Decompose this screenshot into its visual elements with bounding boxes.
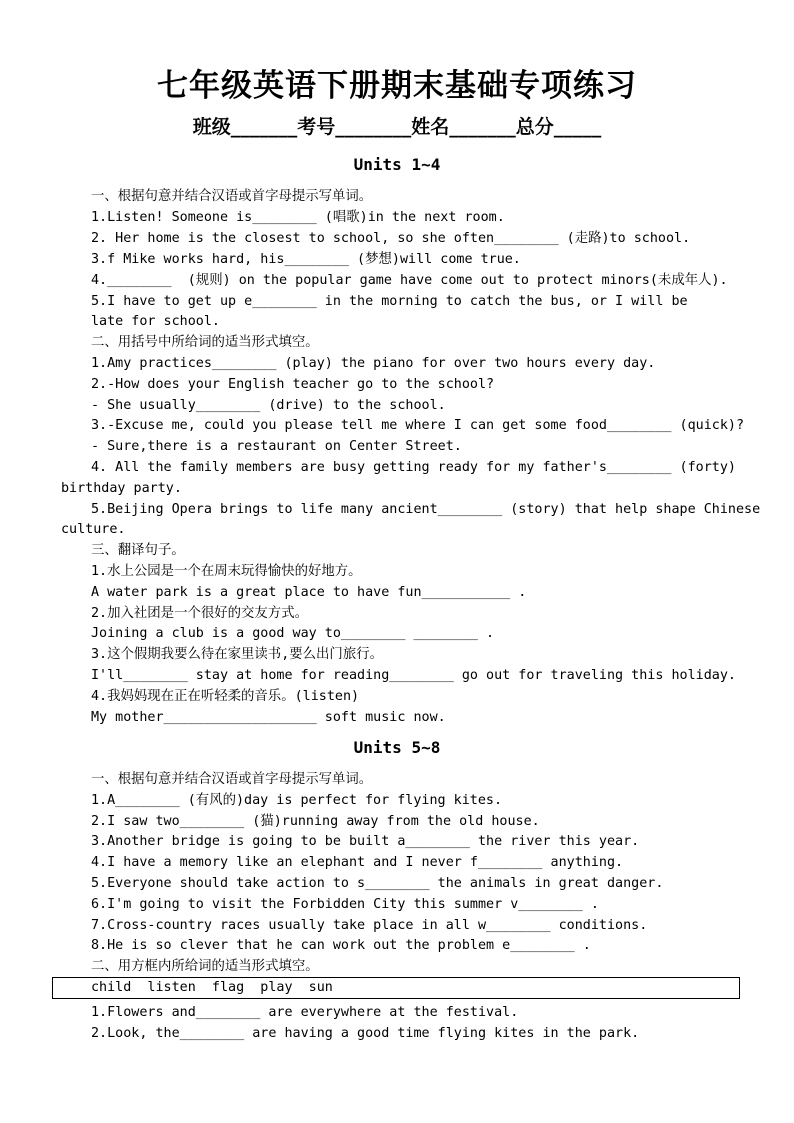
exercise-line: 1.Amy practices________ (play) the piano for over two hours every day. [91,356,656,371]
exercise-line: 3.-Excuse me, could you please tell me where I can get some food________ (quick)? [91,418,745,433]
exercise-line: 1.A________ (有风的)day is perfect for flying kites. [91,793,503,808]
exercise-line: 4. All the family members are busy getting ready for my father's________ (forty) [91,460,736,475]
exercise-line: - Sure,there is a restaurant on Center Street. [91,439,462,454]
part-heading: 一、根据句意并结合汉语或首字母提示写单词。 [91,189,373,204]
exercise-line: I'll________ stay at home for reading________ go out for traveling this holiday. [91,668,736,683]
exercise-line: Joining a club is a good way to________ ________ . [91,626,495,641]
exercise-line: 3.f Mike works hard, his________ (梦想)will come true. [91,252,521,267]
exercise-line: - She usually________ (drive) to the school. [91,398,446,413]
part-heading: 一、根据句意并结合汉语或首字母提示写单词。 [91,772,373,787]
exercise-line: 2. Her home is the closest to school, so she often________ (走路)to school. [91,231,691,246]
exercise-line: late for school. [91,314,220,329]
part-heading: 二、用括号中所给词的适当形式填空。 [91,335,319,350]
word-box [52,977,740,999]
exercise-line: My mother___________________ soft music now. [91,710,446,725]
exercise-line: 2.Look, the________ are having a good time flying kites in the park. [91,1026,640,1041]
part-heading: 二、用方框内所给词的适当形式填空。 [91,959,319,974]
exercise-line: 6.I'm going to visit the Forbidden City this summer v________ . [91,897,599,912]
exercise-line: A water park is a great place to have fun___________ . [91,585,527,600]
exercise-line: 5.I have to get up e________ in the morning to catch the bus, or I will be [91,294,688,309]
exercise-line: 3.这个假期我要么待在家里读书,要么出门旅行。 [91,647,383,662]
exercise-line: 8.He is so clever that he can work out the problem e________ . [91,938,591,953]
exercise-line: 4.我妈妈现在正在听轻柔的音乐。(listen) [91,689,360,704]
exercise-line: 3.Another bridge is going to be built a________ the river this year. [91,834,640,849]
exercise-line: 2.加入社团是一个很好的交友方式。 [91,606,308,621]
exercise-line: 5.Everyone should take action to s________ the animals in great danger. [91,876,664,891]
exercise-line: culture. [61,522,126,537]
exercise-line: 2.I saw two________ (猫)running away from the old house. [91,814,540,829]
student-info-line: 班级_______考号________姓名_______总分_____ [192,116,602,138]
exercise-line: 4.________ (规则) on the popular game have come out to protect minors(未成年人). [91,273,728,288]
unit-heading-5-8: Units 5~8 [353,738,441,757]
part-heading: 三、翻译句子。 [91,543,185,558]
exercise-line: 5.Beijing Opera brings to life many ancient________ (story) that help shape Chinese [91,502,761,517]
exercise-line: birthday party. [61,481,182,496]
exercise-line: 4.I have a memory like an elephant and I never f________ anything. [91,855,624,870]
exercise-line: 1.Listen! Someone is________ (唱歌)in the next room. [91,210,505,225]
exercise-line: 1.水上公园是一个在周末玩得愉快的好地方。 [91,564,362,579]
exercise-line: 1.Flowers and________ are everywhere at the festival. [91,1005,519,1020]
exercise-line: 7.Cross-country races usually take place in all w________ conditions. [91,918,648,933]
unit-heading-1-4: Units 1~4 [353,155,441,174]
worksheet-title: 七年级英语下册期末基础专项练习 [157,68,637,104]
word-box-words: child listen flag play sun [91,980,333,995]
exercise-line: 2.-How does your English teacher go to the school? [91,377,495,392]
